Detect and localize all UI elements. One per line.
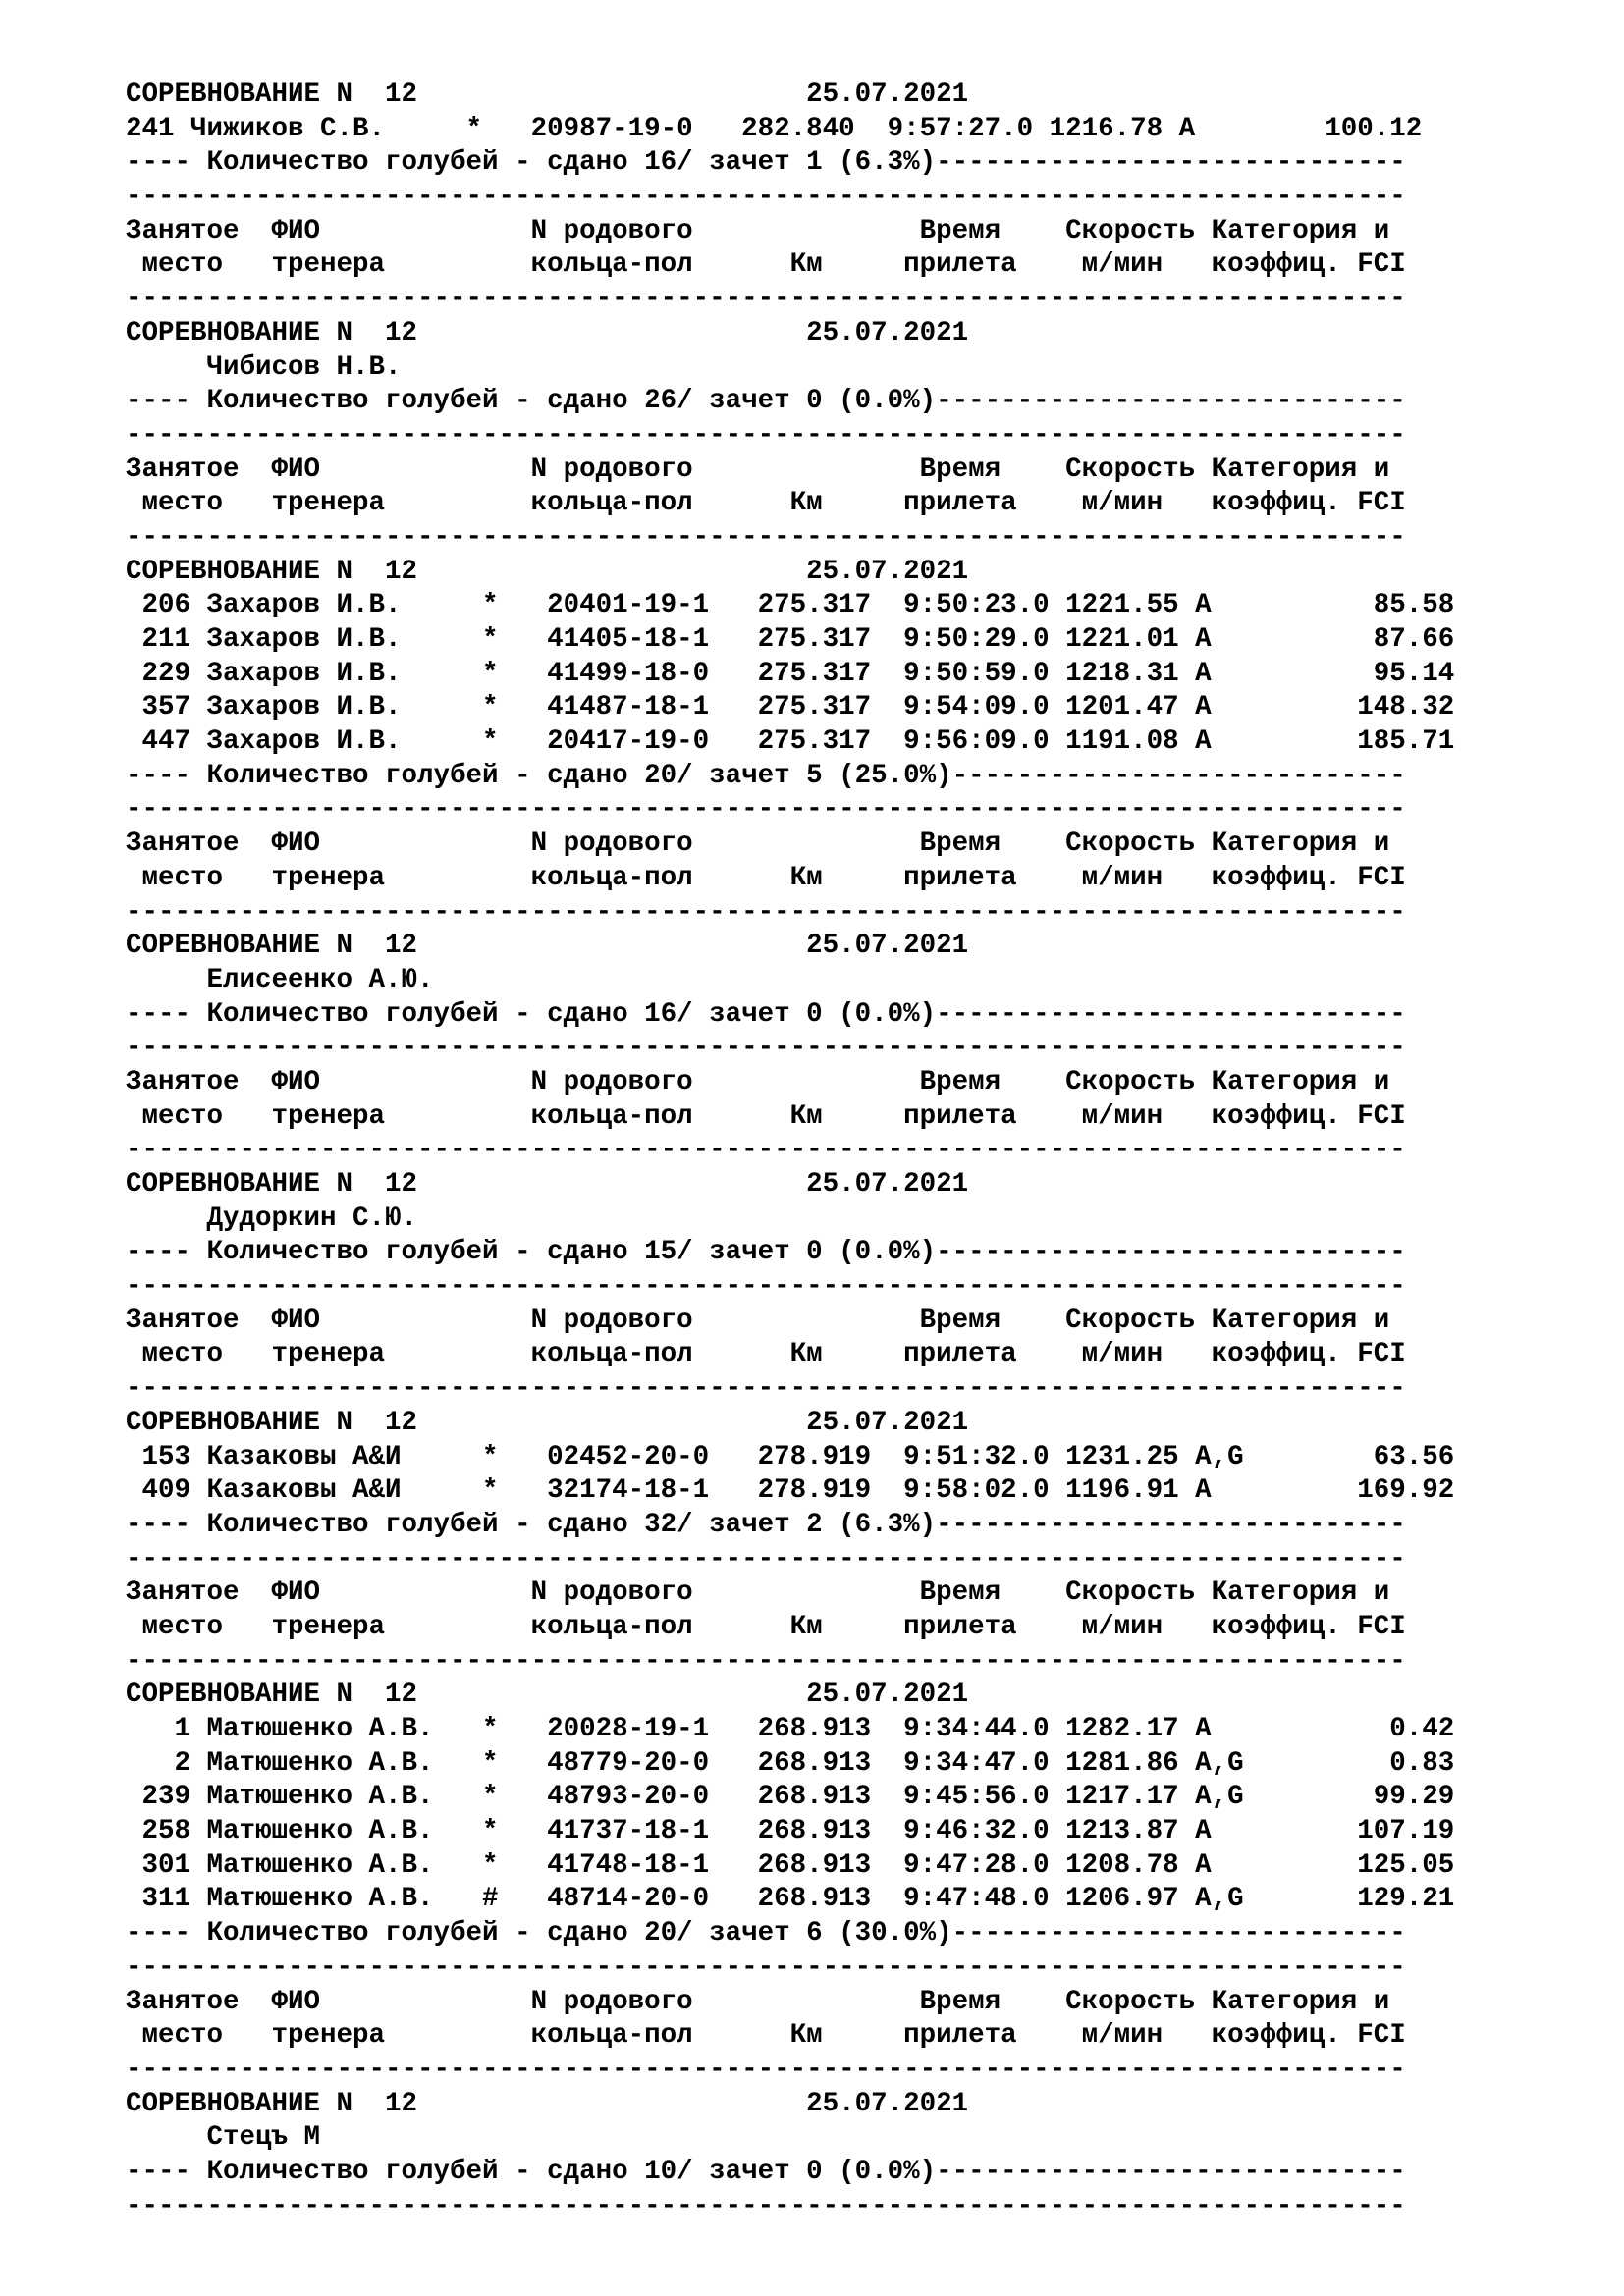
result-row: 239 Матюшенко А.В. * 48793-20-0 268.913 9:45:56.0 1217.17 A,G 99.29 [126, 1782, 1455, 1813]
separator-line: ------------------------------------------------------------------------------- [126, 182, 1406, 213]
result-row: 211 Захаров И.В. * 41405-18-1 275.317 9:50:29.0 1221.01 A 87.66 [126, 624, 1455, 655]
column-header: Занятое ФИО N родового Время Скорость Категория и [126, 828, 1390, 860]
competition-header: СОРЕВНОВАНИЕ N 12 25.07.2021 [126, 80, 969, 110]
fancier-name: Елисеенко А.Ю. [126, 964, 434, 995]
result-row: 258 Матюшенко А.В. * 41737-18-1 268.913 9:46:32.0 1213.87 A 107.19 [126, 1816, 1455, 1847]
pigeon-count-summary: ---- Количество голубей - сдано 16/ зачет 1 (6.3%)----------------------------- [126, 147, 1406, 179]
competition-header: СОРЕВНОВАНИЕ N 12 25.07.2021 [126, 1169, 969, 1200]
result-row: 409 Казаковы А&И * 32174-18-1 278.919 9:58:02.0 1196.91 A 169.92 [126, 1475, 1455, 1507]
pigeon-count-summary: ---- Количество голубей - сдано 15/ зачет 0 (0.0%)----------------------------- [126, 1237, 1406, 1268]
separator-line: ------------------------------------------------------------------------------- [126, 1271, 1406, 1303]
competition-header: СОРЕВНОВАНИЕ N 12 25.07.2021 [126, 2088, 969, 2119]
column-header: Занятое ФИО N родового Время Скорость Категория и [126, 1986, 1390, 2017]
result-row: 301 Матюшенко А.В. * 41748-18-1 268.913 9:47:28.0 1208.78 A 125.05 [126, 1849, 1455, 1881]
pigeon-count-summary: ---- Количество голубей - сдано 32/ зачет 2 (6.3%)----------------------------- [126, 1509, 1406, 1540]
fancier-name: Чибисов Н.В. [126, 351, 402, 383]
fancier-name: Дудоркин С.Ю. [126, 1202, 418, 1234]
separator-line: ------------------------------------------------------------------------------- [126, 1373, 1406, 1405]
column-header: Занятое ФИО N родового Время Скорость Категория и [126, 454, 1390, 485]
separator-line: ------------------------------------------------------------------------------- [126, 1543, 1406, 1575]
separator-line: ------------------------------------------------------------------------------- [126, 794, 1406, 826]
column-header: место тренера кольца-пол Км прилета м/мин коэффиц. FCI [126, 2020, 1406, 2052]
result-row: 153 Казаковы А&И * 02452-20-0 278.919 9:51:32.0 1231.25 A,G 63.56 [126, 1441, 1455, 1472]
separator-line: ------------------------------------------------------------------------------- [126, 2190, 1406, 2221]
column-header: Занятое ФИО N родового Время Скорость Категория и [126, 1066, 1390, 1097]
result-row: 311 Матюшенко А.В. # 48714-20-0 268.913 9:47:48.0 1206.97 A,G 129.21 [126, 1884, 1455, 1915]
column-header: место тренера кольца-пол Км прилета м/мин коэффиц. FCI [126, 1611, 1406, 1642]
result-row: 241 Чижиков С.В. * 20987-19-0 282.840 9:57:27.0 1216.78 A 100.12 [126, 113, 1423, 144]
separator-line: ------------------------------------------------------------------------------- [126, 2054, 1406, 2085]
result-row: 206 Захаров И.В. * 20401-19-1 275.317 9:50:23.0 1221.55 A 85.58 [126, 590, 1455, 621]
column-header: Занятое ФИО N родового Время Скорость Категория и [126, 215, 1390, 246]
result-row: 2 Матюшенко А.В. * 48779-20-0 268.913 9:34:47.0 1281.86 A,G 0.83 [126, 1747, 1455, 1779]
results-printout [126, 79, 1598, 2223]
pigeon-count-summary: ---- Количество голубей - сдано 20/ зачет 6 (30.0%)---------------------------- [126, 1918, 1406, 1949]
result-row: 357 Захаров И.В. * 41487-18-1 275.317 9:54:09.0 1201.47 A 148.32 [126, 692, 1455, 723]
competition-header: СОРЕВНОВАНИЕ N 12 25.07.2021 [126, 556, 969, 587]
separator-line: ------------------------------------------------------------------------------- [126, 896, 1406, 928]
result-row: 229 Захаров И.В. * 41499-18-0 275.317 9:50:59.0 1218.31 A 95.14 [126, 658, 1455, 689]
separator-line: ------------------------------------------------------------------------------- [126, 284, 1406, 315]
result-row: 447 Захаров И.В. * 20417-19-0 275.317 9:56:09.0 1191.08 A 185.71 [126, 726, 1455, 758]
column-header: место тренера кольца-пол Км прилета м/мин коэффиц. FCI [126, 862, 1406, 893]
column-header: место тренера кольца-пол Км прилета м/мин коэффиц. FCI [126, 249, 1406, 281]
separator-line: ------------------------------------------------------------------------------- [126, 1951, 1406, 1983]
column-header: место тренера кольца-пол Км прилета м/мин коэффиц. FCI [126, 488, 1406, 519]
competition-header: СОРЕВНОВАНИЕ N 12 25.07.2021 [126, 931, 969, 962]
separator-line: ------------------------------------------------------------------------------- [126, 1033, 1406, 1064]
pigeon-count-summary: ---- Количество голубей - сдано 16/ зачет 0 (0.0%)----------------------------- [126, 998, 1406, 1030]
separator-line: ------------------------------------------------------------------------------- [126, 419, 1406, 451]
column-header: место тренера кольца-пол Км прилета м/мин коэффиц. FCI [126, 1100, 1406, 1132]
competition-header: СОРЕВНОВАНИЕ N 12 25.07.2021 [126, 317, 969, 348]
result-row: 1 Матюшенко А.В. * 20028-19-1 268.913 9:34:44.0 1282.17 A 0.42 [126, 1714, 1455, 1744]
separator-line: ------------------------------------------------------------------------------- [126, 521, 1406, 553]
column-header: Занятое ФИО N родового Время Скорость Категория и [126, 1577, 1390, 1609]
separator-line: ------------------------------------------------------------------------------- [126, 1645, 1406, 1677]
pigeon-count-summary: ---- Количество голубей - сдано 10/ зачет 0 (0.0%)----------------------------- [126, 2156, 1406, 2187]
separator-line: ------------------------------------------------------------------------------- [126, 1135, 1406, 1166]
competition-header: СОРЕВНОВАНИЕ N 12 25.07.2021 [126, 1407, 969, 1438]
pigeon-count-summary: ---- Количество голубей - сдано 26/ зачет 0 (0.0%)----------------------------- [126, 386, 1406, 417]
column-header: Занятое ФИО N родового Время Скорость Категория и [126, 1305, 1390, 1336]
fancier-name: Стецъ М [126, 2122, 321, 2154]
pigeon-count-summary: ---- Количество голубей - сдано 20/ зачет 5 (25.0%)---------------------------- [126, 760, 1406, 791]
column-header: место тренера кольца-пол Км прилета м/мин коэффиц. FCI [126, 1339, 1406, 1370]
competition-header: СОРЕВНОВАНИЕ N 12 25.07.2021 [126, 1680, 969, 1711]
